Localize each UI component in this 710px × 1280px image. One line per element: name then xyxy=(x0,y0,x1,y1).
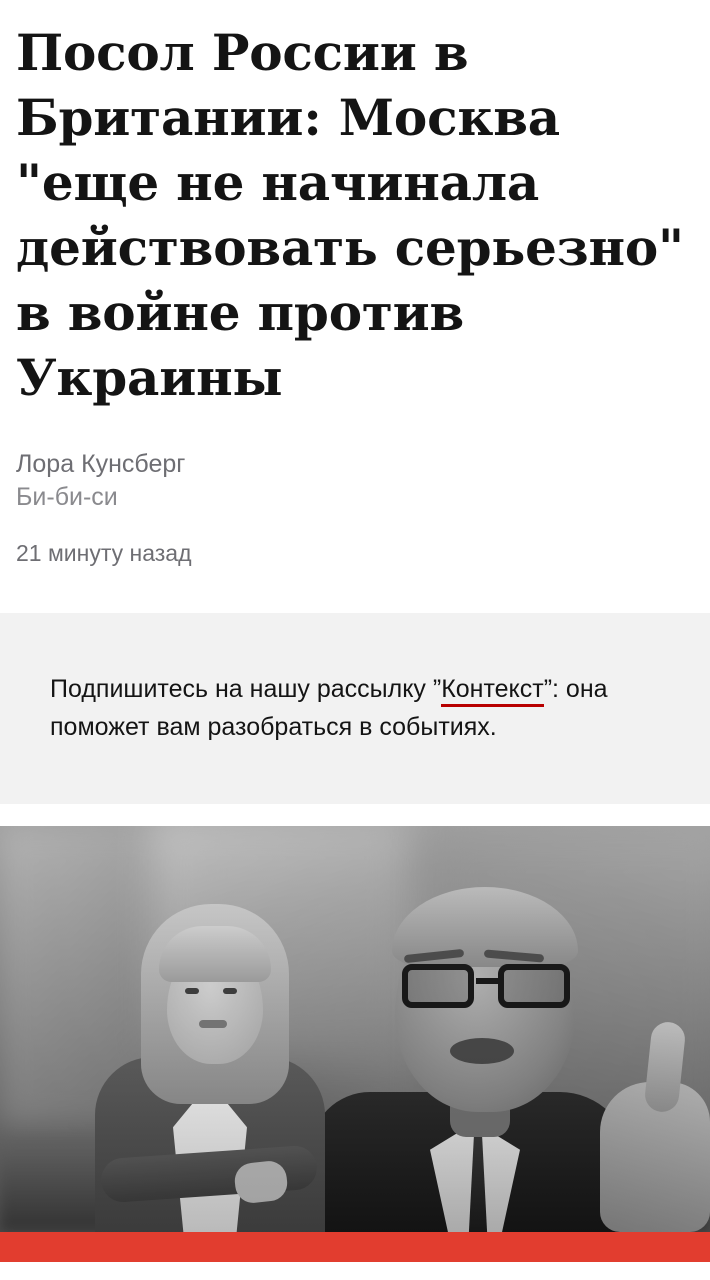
article-timestamp: 21 минуту назад xyxy=(16,540,192,567)
person-journalist xyxy=(95,882,355,1232)
glasses-bridge xyxy=(476,978,498,984)
promo-text-before: Подпишитесь на нашу рассылку ” xyxy=(50,675,442,704)
journalist-eye-left xyxy=(185,988,199,994)
journalist-fringe xyxy=(159,926,271,982)
page-title: Посол России в Британии: Москва "еще не начинала действовать серьезно" в войне против Украины xyxy=(16,23,684,407)
journalist-mouth xyxy=(199,1020,227,1028)
byline-organization: Би-би-си xyxy=(16,482,118,511)
photo-backdrop xyxy=(0,826,710,1232)
byline-author: Лора Кунсберг xyxy=(16,450,186,478)
person-ambassador xyxy=(300,832,700,1232)
newsletter-promo xyxy=(0,613,710,804)
newsletter-promo-text xyxy=(50,671,660,746)
newsletter-link[interactable]: Контекст xyxy=(441,675,544,707)
glasses-icon xyxy=(400,964,572,1010)
article-image xyxy=(0,826,710,1232)
promo-text-after: ”: она поможет вам разобраться в событиях. xyxy=(50,675,608,741)
bottom-accent-bar xyxy=(0,1232,710,1262)
glasses-lens-left xyxy=(402,964,474,1008)
byline xyxy=(16,448,694,514)
journalist-eye-right xyxy=(223,988,237,994)
glasses-lens-right xyxy=(498,964,570,1008)
